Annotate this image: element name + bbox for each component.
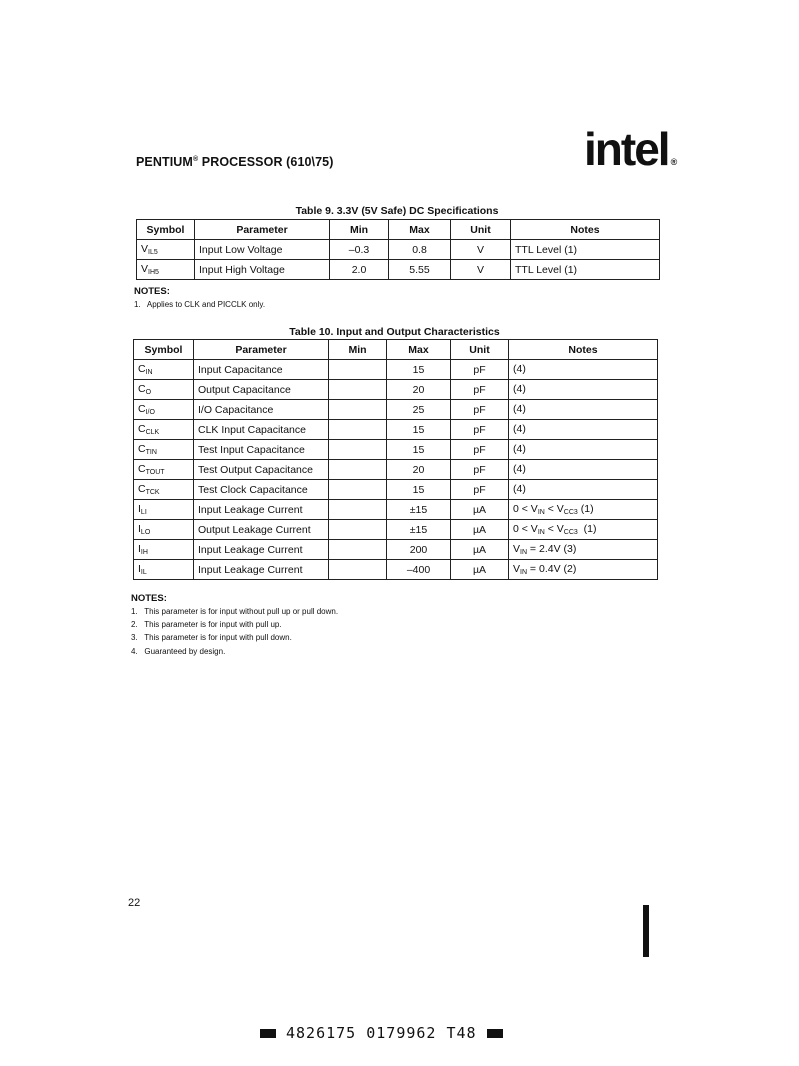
notes-cell: $V_{IN} = 0.4V$ (2) [509, 560, 658, 580]
notes-cell: $V_{IN} = 2.4V$ (3) [509, 540, 658, 560]
table9-header-row [137, 220, 660, 240]
table-row [134, 540, 658, 560]
trademark-mark: ® [192, 155, 199, 163]
min-cell [329, 400, 387, 420]
min-cell: 2.0 [330, 260, 389, 280]
unit-cell: µA [451, 540, 509, 560]
column-header: Parameter [195, 220, 330, 240]
parameter-cell: Input Capacitance [194, 360, 329, 380]
min-cell [329, 360, 387, 380]
column-header: Notes [511, 220, 660, 240]
column-header: Max [387, 340, 451, 360]
symbol-cell: $C_{TIN}$ [134, 440, 194, 460]
table-row [134, 360, 658, 380]
logo-registered-mark: ® [670, 157, 678, 167]
parameter-cell: Input Leakage Current [194, 540, 329, 560]
notes-cell: $0 < V_{IN} < V_{CC3}$ (1) [509, 520, 658, 540]
unit-cell: pF [451, 440, 509, 460]
page-number: 22 [128, 897, 141, 909]
column-header: Parameter [194, 340, 329, 360]
barcode-block-left [260, 1029, 276, 1038]
unit-cell: pF [451, 480, 509, 500]
unit-cell: pF [451, 420, 509, 440]
table10-notes-label: NOTES: [131, 593, 167, 604]
parameter-cell: Test Output Capacitance [194, 460, 329, 480]
table9 [136, 219, 660, 280]
notes-cell: (4) [509, 360, 658, 380]
max-cell: 25 [387, 400, 451, 420]
symbol-cell: $I_{LO}$ [134, 520, 194, 540]
notes-cell: (4) [509, 400, 658, 420]
notes-cell: (4) [509, 460, 658, 480]
table-row [134, 460, 658, 480]
parameter-cell: Test Clock Capacitance [194, 480, 329, 500]
max-cell: ±15 [387, 520, 451, 540]
notes-cell: TTL Level (1) [511, 240, 660, 260]
table10-note: 4. Guaranteed by design. [131, 647, 226, 656]
symbol-cell: $C_O$ [134, 380, 194, 400]
table10-note: 2. This parameter is for input with pull up. [131, 620, 282, 629]
header-title-suffix: PROCESSOR (610\75) [198, 155, 334, 169]
unit-cell: V [451, 260, 511, 280]
barcode-block-right [487, 1029, 503, 1038]
max-cell: 20 [387, 460, 451, 480]
notes-cell: (4) [509, 440, 658, 460]
page-header-title [136, 155, 334, 169]
symbol-cell: $C_{I/O}$ [134, 400, 194, 420]
logo-text: intel [584, 123, 669, 175]
table10-header-row [134, 340, 658, 360]
parameter-cell: Output Capacitance [194, 380, 329, 400]
header-title-prefix: PENTIUM [136, 155, 193, 169]
symbol-cell: $C_{CLK}$ [134, 420, 194, 440]
table-row [134, 560, 658, 580]
table10-note: 3. This parameter is for input with pull down. [131, 633, 292, 642]
table10 [133, 339, 658, 580]
symbol-cell: $I_{IL}$ [134, 560, 194, 580]
parameter-cell: Input Leakage Current [194, 560, 329, 580]
max-cell: 0.8 [389, 240, 451, 260]
column-header: Notes [509, 340, 658, 360]
column-header: Symbol [137, 220, 195, 240]
table-row [134, 420, 658, 440]
min-cell [329, 500, 387, 520]
table-row [134, 480, 658, 500]
min-cell [329, 480, 387, 500]
min-cell [329, 540, 387, 560]
unit-cell: µA [451, 500, 509, 520]
column-header: Unit [451, 220, 511, 240]
symbol-cell: $I_{LI}$ [134, 500, 194, 520]
parameter-cell: Input Leakage Current [194, 500, 329, 520]
table9-note: 1. Applies to CLK and PICCLK only. [134, 300, 266, 309]
notes-cell: (4) [509, 480, 658, 500]
max-cell: 200 [387, 540, 451, 560]
max-cell: 20 [387, 380, 451, 400]
min-cell: –0.3 [330, 240, 389, 260]
notes-cell: (4) [509, 420, 658, 440]
table-row [134, 500, 658, 520]
table9-notes-label: NOTES: [134, 286, 170, 297]
max-cell: 15 [387, 420, 451, 440]
notes-cell: $0 < V_{IN} < V_{CC3}$ (1) [509, 500, 658, 520]
parameter-cell: Input Low Voltage [195, 240, 330, 260]
table9-caption: Table 9. 3.3V (5V Safe) DC Specifications [295, 205, 499, 217]
symbol-cell: $C_{TCK}$ [134, 480, 194, 500]
symbol-cell: $I_{IH}$ [134, 540, 194, 560]
min-cell [329, 420, 387, 440]
table-row [134, 400, 658, 420]
min-cell [329, 560, 387, 580]
unit-cell: V [451, 240, 511, 260]
column-header: Symbol [134, 340, 194, 360]
symbol-cell: $C_{TOUT}$ [134, 460, 194, 480]
revision-bar [643, 905, 649, 957]
symbol-cell: $V_{IH5}$ [137, 260, 195, 280]
parameter-cell: Output Leakage Current [194, 520, 329, 540]
max-cell: ±15 [387, 500, 451, 520]
unit-cell: pF [451, 380, 509, 400]
parameter-cell: I/O Capacitance [194, 400, 329, 420]
table10-note: 1. This parameter is for input without pull up or pull down. [131, 607, 339, 616]
max-cell: 5.55 [389, 260, 451, 280]
table10-caption: Table 10. Input and Output Characteristics [289, 326, 500, 338]
unit-cell: pF [451, 360, 509, 380]
table-row [134, 380, 658, 400]
column-header: Min [330, 220, 389, 240]
parameter-cell: Input High Voltage [195, 260, 330, 280]
max-cell: –400 [387, 560, 451, 580]
min-cell [329, 440, 387, 460]
table-row [134, 520, 658, 540]
table-row [137, 260, 660, 280]
notes-cell: TTL Level (1) [511, 260, 660, 280]
parameter-cell: Test Input Capacitance [194, 440, 329, 460]
symbol-cell: $C_{IN}$ [134, 360, 194, 380]
barcode-line [260, 1024, 503, 1042]
barcode-text: 4826175 0179962 T48 [286, 1024, 477, 1042]
max-cell: 15 [387, 360, 451, 380]
column-header: Unit [451, 340, 509, 360]
max-cell: 15 [387, 480, 451, 500]
table-row [137, 240, 660, 260]
unit-cell: pF [451, 400, 509, 420]
unit-cell: µA [451, 560, 509, 580]
intel-logo [584, 123, 678, 175]
unit-cell: µA [451, 520, 509, 540]
table-row [134, 440, 658, 460]
min-cell [329, 520, 387, 540]
parameter-cell: CLK Input Capacitance [194, 420, 329, 440]
unit-cell: pF [451, 460, 509, 480]
symbol-cell: $V_{IL5}$ [137, 240, 195, 260]
max-cell: 15 [387, 440, 451, 460]
min-cell [329, 380, 387, 400]
min-cell [329, 460, 387, 480]
column-header: Max [389, 220, 451, 240]
notes-cell: (4) [509, 380, 658, 400]
column-header: Min [329, 340, 387, 360]
